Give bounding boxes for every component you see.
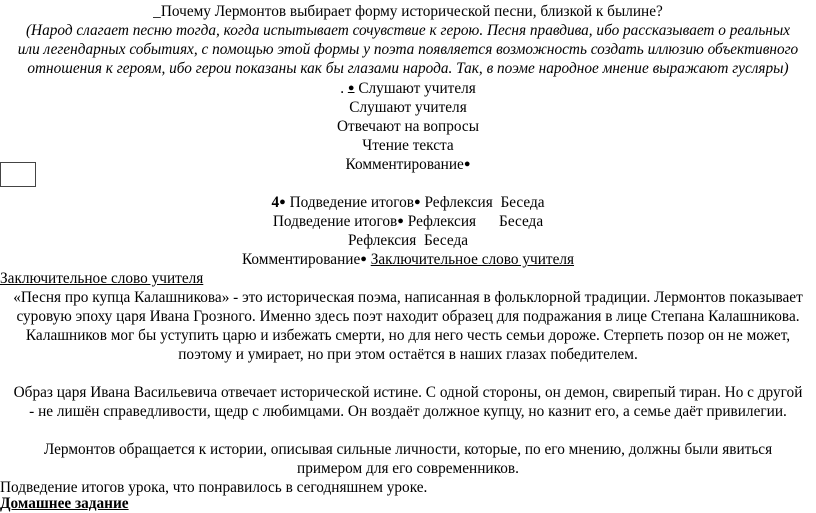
- summary-label: Подведение итогов: [289, 194, 414, 211]
- reflection-label: Рефлексия: [407, 213, 477, 230]
- activity-listen-1: Слушают учителя: [358, 80, 476, 97]
- commenting-label: Комментирование: [345, 156, 464, 173]
- paragraph-1-line-4: поэтому и умирает, но при этом остаётся в наших глазах победителем.: [178, 346, 638, 363]
- paragraph-2-line-1: Образ царя Ивана Васильевича отвечает исторической истине. С одной стороны, он демон, свирепый тиран. Но с другой: [13, 384, 803, 401]
- final-word-label: Заключительное слово учителя: [370, 251, 575, 268]
- bullet-icon: ●: [279, 196, 286, 208]
- activity-answer: Отвечают на вопросы: [337, 118, 479, 135]
- paragraph-3-line-1: Лермонтов обращается к истории, описывая сильные личности, которые, по его мнению, должны были явиться: [43, 441, 773, 458]
- homework-heading: Домашнее задание: [0, 495, 129, 512]
- bullet-icon: ●: [347, 82, 355, 94]
- paragraph-2-line-2: - не лишён справедливости, щедр с любимцами. Он воздаёт должное купцу, но казнит его, а семье даёт привилегии.: [29, 403, 787, 420]
- answer-line-3: отношения к героям, ибо герои показаны как бы глазами народа. Так, в поэме народное мнение выражают гусляры): [27, 60, 789, 77]
- table-cell-box: [0, 162, 36, 187]
- talk-label: Беседа: [423, 232, 469, 249]
- commenting-label: Комментирование: [241, 251, 361, 268]
- commenting-final-line: [0, 250, 816, 269]
- activity-listen-2: Слушают учителя: [349, 99, 467, 116]
- summary-sentence: Подведение итогов урока, что понравилось в сегодняшнем уроке.: [0, 479, 428, 496]
- reflection-line: [0, 231, 816, 250]
- dot-text: .: [340, 80, 348, 97]
- stage-4-line: [0, 193, 816, 212]
- paragraph-1-line-2: суровую эпоху царя Ивана Грозного. Именно здесь поэт находит образец для подражания в лице Степана Калашникова.: [16, 308, 800, 325]
- talk-label: Беседа: [499, 213, 544, 230]
- paragraph-1-line-3: Калашников мог бы уступить царю и избежать смерти, но для него честь семьи дороже. Стерпеть позор он не может,: [25, 327, 791, 344]
- summary-label: Подведение итогов: [272, 213, 398, 230]
- answer-line-2: или легендарных событиях, с помощью этой формы у поэта появляется возможность создать иллюзию объективного: [17, 41, 799, 58]
- section-heading: Заключительное слово учителя: [0, 270, 204, 287]
- bullet-icon: ●: [397, 215, 404, 227]
- paragraph-1-line-1: «Песня про купца Калашникова» - это историческая поэма, написанная в фольклорной традиции. Лермонтов показывает: [13, 289, 803, 306]
- activity-line-1: [0, 79, 816, 98]
- stage-number: 4: [271, 194, 280, 211]
- bullet-icon: ●: [360, 253, 367, 265]
- paragraph-3-line-2: примером для его современников.: [297, 460, 519, 477]
- bullet-icon: ●: [414, 196, 421, 208]
- answer-line-1: (Народ слагает песню тогда, когда испытывает сочувствие к герою. Песня правдива, ибо рассказывает о реальных: [25, 22, 791, 39]
- summary-line-2: [0, 212, 816, 231]
- reflection-label: Рефлексия: [347, 232, 417, 249]
- activity-commenting: [0, 155, 816, 174]
- reflection-label: Рефлексия: [424, 194, 493, 211]
- talk-label: Беседа: [500, 194, 545, 211]
- question-line: _Почему Лермонтов выбирает форму исторической песни, близкой к былине?: [153, 3, 663, 20]
- activity-reading: Чтение текста: [362, 137, 454, 154]
- bullet-icon: ●: [463, 158, 471, 170]
